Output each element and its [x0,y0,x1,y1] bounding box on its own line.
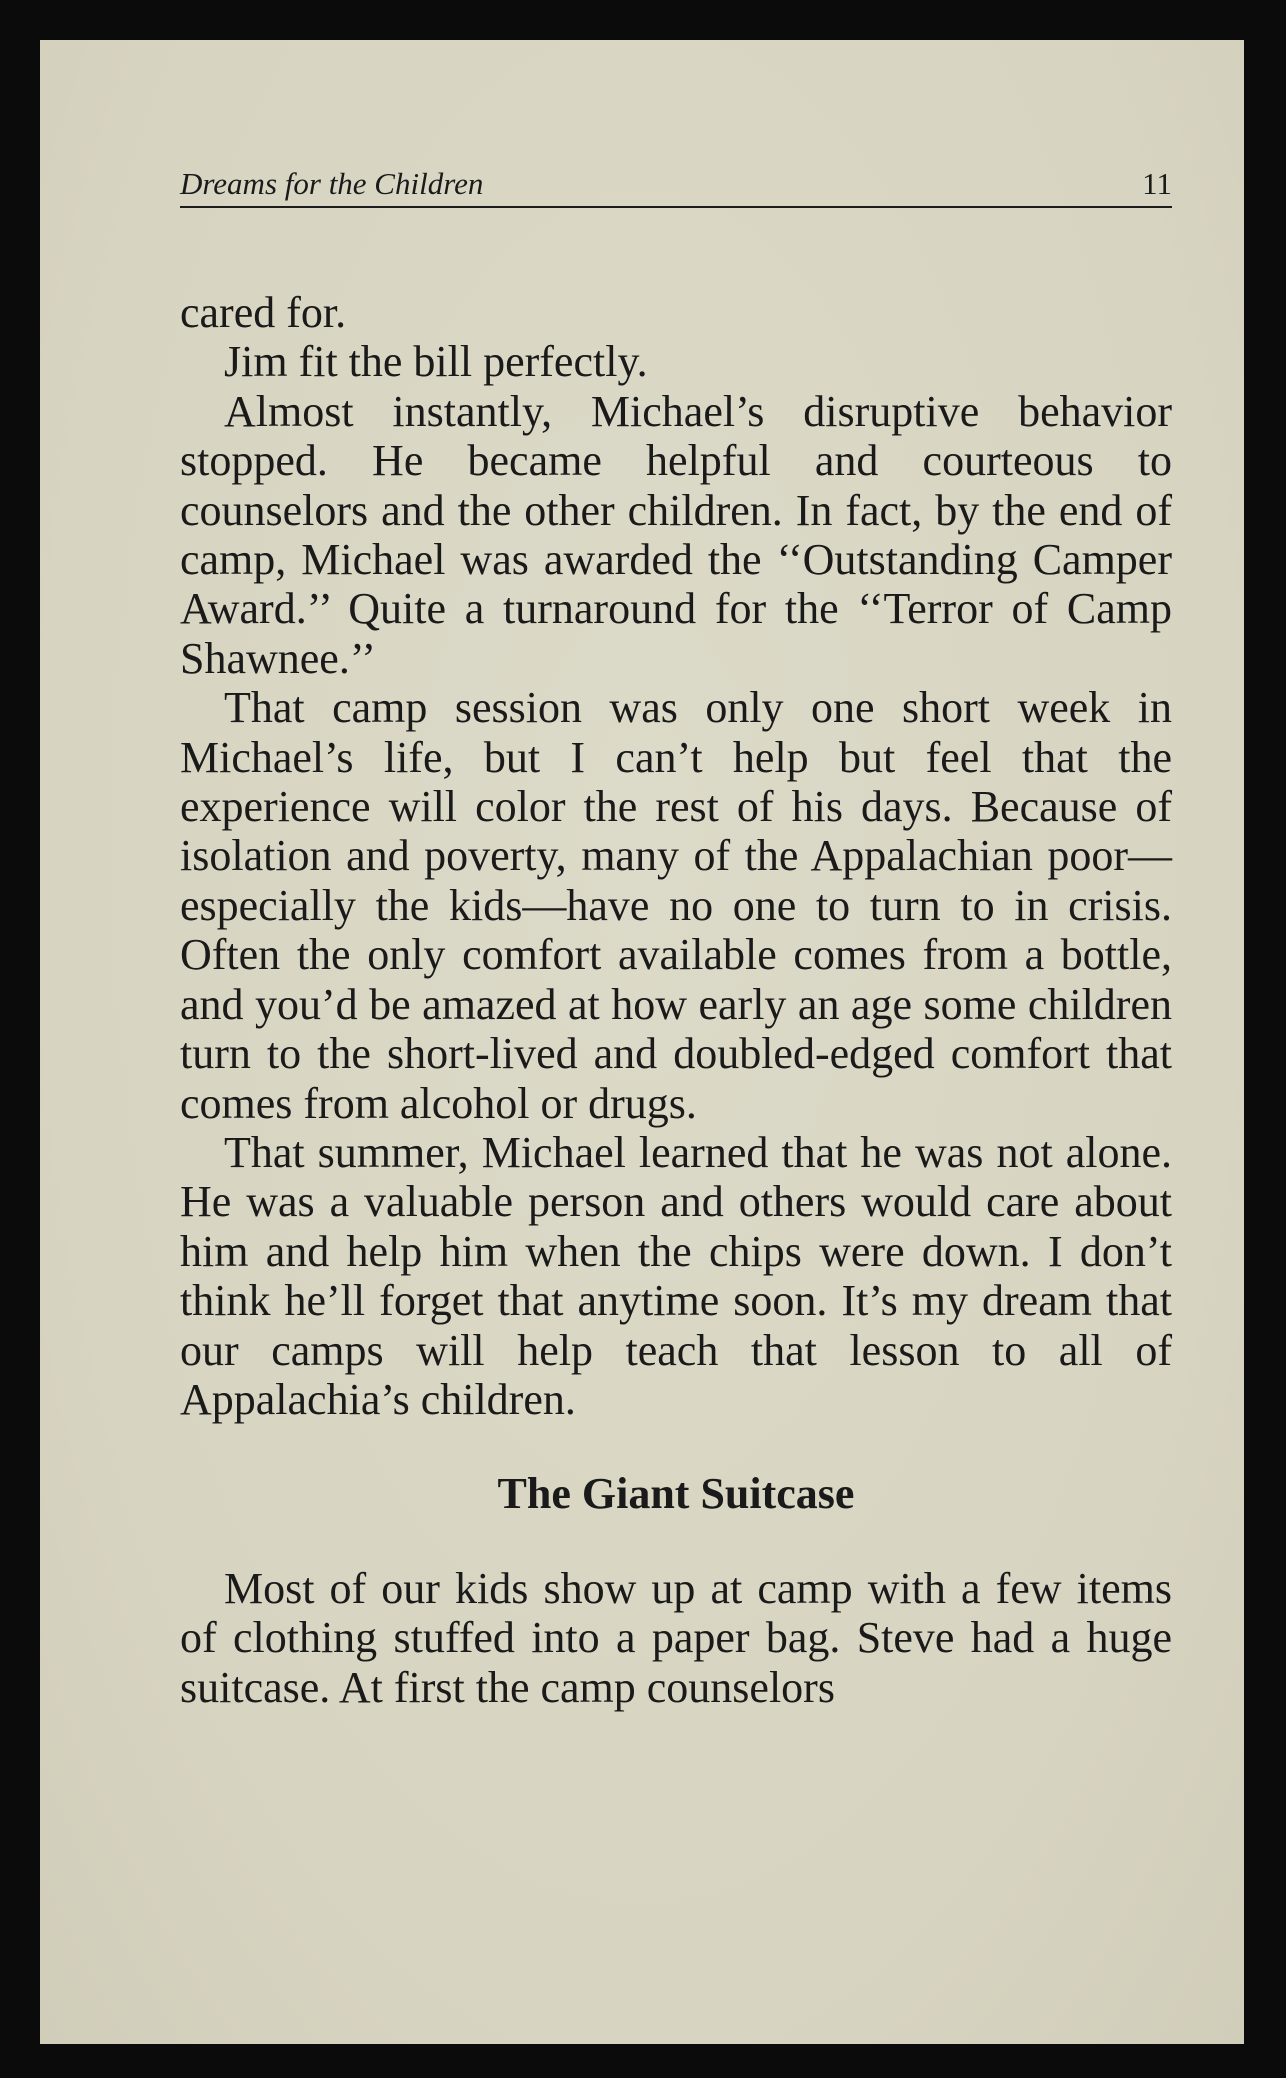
paragraph: Almost instantly, Michael’s disruptive behavior stopped. He became helpful and courteous to counselors and the other children. In fact, by the end of camp, Michael was awarded the ‘‘Outstanding Camper Award.’’ Quite a turnaround for the ‘‘Terror of Camp Shawnee.’’ [180,386,1172,683]
paragraph: Jim fit the bill perfectly. [224,337,648,387]
section-heading: The Giant Suitcase [497,1469,855,1519]
paragraph: Most of our kids show up at camp with a few items of clothing stuffed into a paper bag. Steve had a huge suitcase. At first the camp counselors [180,1563,1172,1712]
running-head [180,164,1172,208]
running-title: Dreams for the Children [180,166,484,201]
paragraph-continued: cared for. [180,288,347,337]
body-text [180,288,1172,1712]
paragraph: That camp session was only one short week in Michael’s life, but I can’t help but feel that the experience will color the rest of his days. Because of isolation and poverty, many of the Appalachian poor—especially the kids—have no one to turn to in crisis. Often the only comfort available comes from a bottle, and you’d be amazed at how early an age some children turn to the short-lived and doubled-edged comfort that comes from alcohol or drugs. [180,683,1172,1128]
page-number: 11 [1142,166,1172,201]
book-page [40,40,1244,2044]
paragraph: That summer, Michael learned that he was not alone. He was a valuable person and others would care about him and help him when the chips were down. I don’t think he’ll forget that anytime soon. It’s my dream that our camps will help teach that lesson to all of Appalachia’s children. [180,1127,1172,1424]
